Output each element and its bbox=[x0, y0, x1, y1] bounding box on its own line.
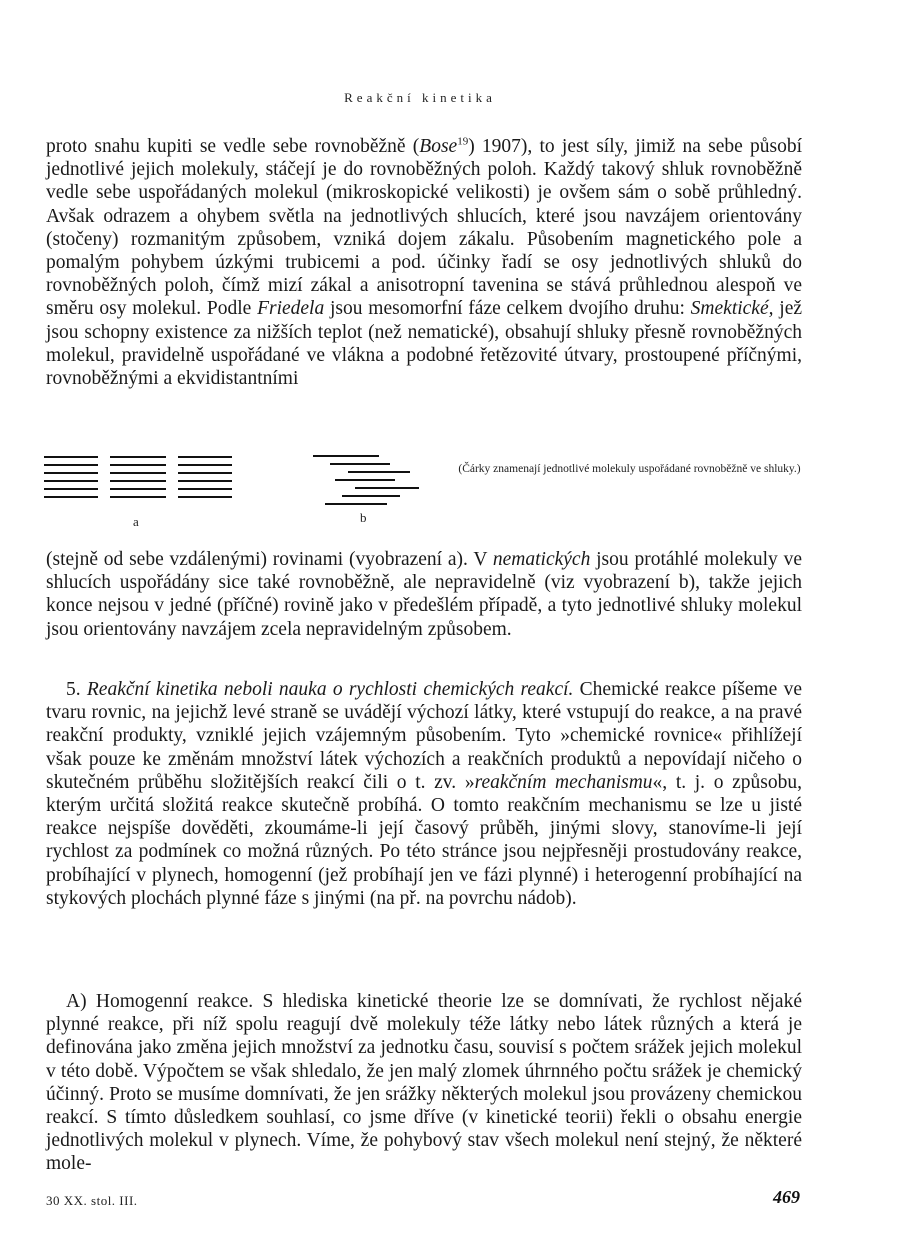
paragraph-liquid-crystals bbox=[46, 135, 802, 390]
text-span: jsou mesomorfní fáze celkem dvojího druhu: bbox=[324, 298, 691, 320]
paragraph-reaction-kinetics bbox=[46, 678, 802, 910]
term-nematic: nematických bbox=[492, 549, 591, 570]
text-span: jsou protáhlé molekuly ve shlucích uspořádány sice také rovnoběžně, ale nepravidelně (viz vyobrazení b), takže jejich konce nejsou v jedné (příčné) rovině jako v předešlém případě, a tyto jednotlivé shluky molekul jsou orientovány navzájem zcela nepravidelným způsobem. bbox=[46, 549, 802, 640]
text-span: (stejně od sebe vzdálenými) rovinami (vyobrazení a). V bbox=[46, 549, 493, 570]
figure-caption: (Čárky znamenají jednotlivé molekuly uspořádané rovnoběžně ve shluky.) bbox=[458, 463, 801, 475]
term-reaction-mechanism: reakčním mechanismu bbox=[474, 771, 653, 793]
section-title: Reakční kinetika neboli nauka o rychlosti chemických reakcí. bbox=[86, 679, 574, 700]
text-span: proto snahu kupiti se vedle sebe rovnoběžně ( bbox=[46, 136, 420, 157]
text-span: ) 1907), to jest síly, jimiž na sebe působí jednotlivé jejich molekuly, stáčejí je do rovnoběžných poloh. Každý takový shluk rovnoběžně vedle sebe uspořádaných molekul (mikroskopické velikosti) je ovšem sám o sobě průhledný. Avšak odrazem a ohybem světla na jednotlivých shlucích, které jsou navzájem orientovány (stočeny) rozmanitým způsobem, vzniká dojem zákalu. Působením magnetického pole a pomalým pohybem úzkými trubicemi a pod. účinky řadí se osy jednotlivých shluků do rovnoběžných poloh, čímž mizí zákal a anisotropní tavenina se stává průhlednou alespoň ve směru osy molekul. Podle bbox=[46, 136, 803, 320]
running-header: Reakční kinetika bbox=[344, 90, 496, 105]
text-span: A) Homogenní reakce. S hlediska kinetické theorie lze se domnívati, že rychlost nějaké plynné reakce, při níž spolu reagují dvě molekuly téže látky nebo látek různých a která je definována jako změna jejich množství za jednotku času, souvisí s počtem srážek jejich molekul v této době. Výpočtem se však shledalo, že jen malý zlomek úhrnného počtu srážek je chemický účinný. Proto se musíme domnívati, že jen srážky některých molekul jsou provázeny chemickou reakcí. S tímto důsledkem souhlasí, co jsme dříve (v kinetické teorii) řekli o obsahu energie jednotlivých molekul v plynech. Víme, že pohybový stav všech molekul není stejný, že některé mole- bbox=[46, 991, 802, 1175]
section-number: 5. bbox=[66, 679, 87, 700]
text-span: «, t. j. o způsobu, kterým určitá složitá reakce skutečně probíhá. O tomto reakčním mechanismu se lze u jisté reakce nejspíše dověděti, zkoumáme-li její časový průběh, jinými slovy, stanovíme-li její rychlost za podmínek co možná různých. Po této stránce jsou nejpřesněji prostudovány reakce, probíhající v plynech, homogenní (jež probíhají jen ve fázi plynné) i heterogenní probíhající na stykových plochách plynné fáze s jinými (na př. na povrchu nádob). bbox=[46, 771, 802, 909]
term-smectic: Smektické, bbox=[690, 298, 774, 320]
paragraph-nematic bbox=[46, 548, 802, 641]
figure-label-b: b bbox=[360, 510, 367, 525]
footer-signature: 30 XX. stol. III. bbox=[46, 1193, 138, 1208]
page-number: 469 bbox=[773, 1187, 800, 1207]
text-span: Chemické reakce píšeme ve tvaru rovnic, na jejichž levé straně se uvádějí výchozí látky, které vstupují do reakce, a na pravé reakční produkty, vzniklé jejich vzájemným působením. Tyto »chemické rovnice« přihlížejí však pouze ke změnám množství látek výchozích a reakčních produktů a nepovídají ničeho o skutečném průběhu složitějších reakcí čili o t. zv. » bbox=[46, 679, 803, 793]
footnote-ref: 19 bbox=[457, 135, 469, 148]
text-span: jež jsou schopny existence za nižších teplot (než nematické), obsahují shluky přesně rovnoběžných molekul, pravidelně uspořádané ve vlákna a podobné řetězovité útvary, prostoupené příčnými, rovnoběžnými a ekvidistantními bbox=[46, 298, 803, 390]
author-name: Friedela bbox=[257, 298, 325, 320]
figure-label-a: a bbox=[133, 514, 139, 529]
paragraph-homogeneous-reactions bbox=[46, 990, 802, 1176]
molecule-figure bbox=[0, 452, 900, 532]
citation-author: Bose bbox=[419, 136, 458, 157]
